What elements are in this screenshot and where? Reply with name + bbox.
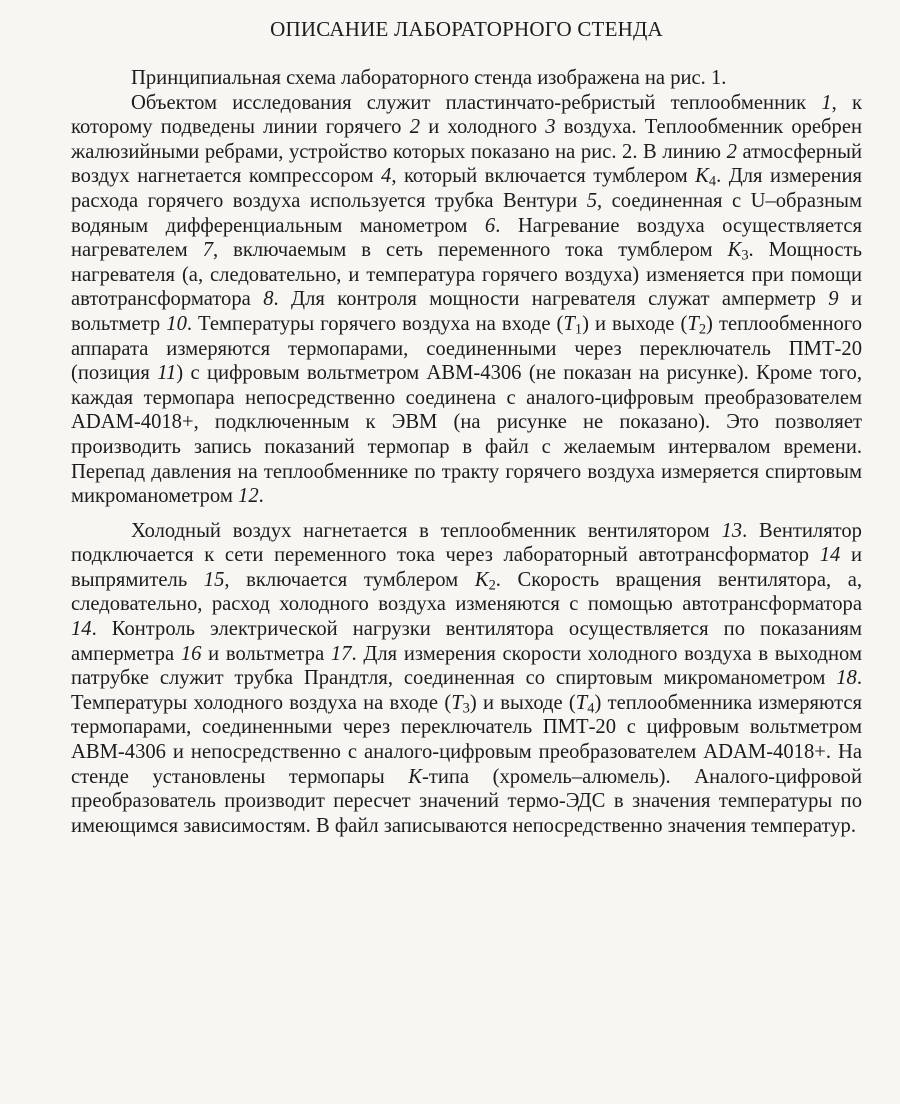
paragraph-hot-air: Объектом исследования служит пластинчато-ребристый теплообменник 1, к которому подведены линии горячего 2 и холодного 3 воздуха. Теплообменник оребрен жалюзийными ребрами, устройство которых показано на рис. 2. В линию 2 атмосферный воздух нагнетается компрессором 4, который включается тумблером $K_4$. Для измерения расхода горячего воздуха используется трубка Вентури 5, соединенная с U–образным водяным дифференциальным манометром 6. Нагревание воздуха осуществляется нагревателем 7, включаемым в сеть переменного тока тумблером $K_3$. Мощность нагревателя (а, следовательно, и температура горячего воздуха) изменяется при помощи автотрансформатора 8. Для контроля мощности нагревателя служат амперметр 9 и вольтметр 10. Температуры горячего воздуха на входе $(T_1)$ и выходе $(T_2)$ теплообменного аппарата измеряются термопарами, соединенными через переключатель ПМТ-20 (позиция 11) с цифровым вольтметром АВМ-4306 (не показан на рисунке). Кроме того, каждая термопара непосредственно соединена с аналого-цифровым преобразователем ADAM-4018+, подключенным к ЭВМ (на рисунке не показано). Это позволяет производить запись показаний термопар в файл с желаемым интервалом времени. Перепад давления на теплообменнике по тракту горячего воздуха измеряется спиртовым микроманометром 12. <box>71 91 863 508</box>
paragraph-intro: Принципиальная схема лабораторного стенда изображена на рис. 1. <box>131 67 727 89</box>
page-title: ОПИСАНИЕ ЛАБОРАТОРНОГО СТЕНДА <box>270 17 663 41</box>
paragraph-cold-air: Холодный воздух нагнетается в теплообменник вентилятором 13. Вентилятор подключается к сети переменного тока через лабораторный автотрансформатор 14 и выпрямитель 15, включается тумблером $K_2$. Скорость вращения вентилятора, а, следовательно, расход холодного воздуха изменяются с помощью автотрансформатора 14. Контроль электрической нагрузки вентилятора осуществляется по показаниям амперметра 16 и вольтметра 17. Для измерения скорости холодного воздуха в выходном патрубке служит трубка Прандтля, соединенная со спиртовым микроманометром 18. Температуры холодного воздуха на входе $(T_3)$ и выходе $(T_4)$ теплообменника измеряются термопарами, соединенными через переключатель ПМТ-20 с цифровым вольтметром АВМ-4306 и непосредственно с аналого-цифровым преобразователем ADAM-4018+. На стенде установлены термопары K-типа (хромель–алюмель). Аналого-цифровой преобразователь производит пересчет значений термо-ЭДС в значения температуры по имеющимся зависимостям. В файл записываются непосредственно значения температур. <box>71 519 863 837</box>
